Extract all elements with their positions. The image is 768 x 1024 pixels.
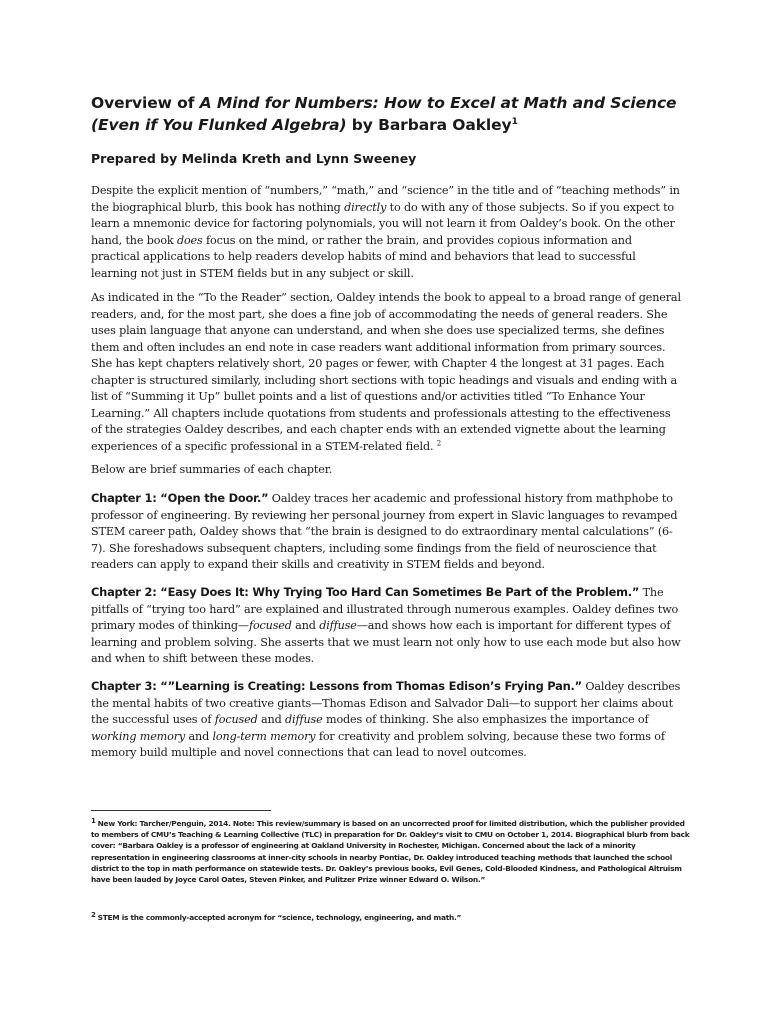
text-run: Oaldey traces her academic and professional history from mathphobe to professor of engineering. By reviewing her personal journey from expert in Slavic languages to revamped STEM career path, Oaldey shows that “the brain is designed to do extraordinary mental calculations” (6-7). She foreshadows subsequent chapters, including some findings from the field of neuroscience that readers can apply to expand their skills and creativity in STEM fields and beyond. (91, 492, 678, 571)
title-author: by Barbara Oakley (346, 116, 512, 134)
footnote-number: 2 (91, 910, 96, 919)
paragraph-intro (91, 183, 681, 282)
text-run-italic: long-term memory (212, 729, 316, 743)
text-run: modes of thinking. She also emphasizes the importance of (322, 713, 649, 726)
text-run-italic: working memory (91, 729, 186, 743)
text-run: and (185, 729, 213, 743)
text-run-italic: directly (344, 200, 387, 214)
title-prefix: Overview of (91, 94, 200, 112)
text-run: As indicated in the “To the Reader” section, Oaldey intends the book to appeal to a broad range of general readers, and, for the most part, she does a fine job of accommodating the needs of general readers. She uses plain language that anyone can understand, and when she does use specialized terms, she defines them and often includes an end note in case readers want additional information from primary sources. She has kept chapters relatively short, 20 pages or fewer, with Chapter 4 the longest at 31 pages. Each chapter is structured similarly, including short sections with topic headings and visuals and ending with a list of “Summing it Up” bullet points and a list of questions and/or activities titled “To Enhance Your Learning.” All chapters include quotations from students and professionals attesting to the effectiveness of the strategies Oaldey describes, and each chapter ends with an extended vignette about the learning experiences of a specific professional in a STEM-related field. (91, 291, 681, 453)
text-run: Despite the explicit mention of “numbers,” “math,” and “science” in the title and of “teaching methods” in the biographical blurb, this book has nothing (91, 184, 680, 214)
chapter-1-summary (91, 490, 681, 574)
book-title: A Mind for Numbers: How to Excel at Math and Science (Even if You Flunked Algebra) (91, 94, 677, 134)
footnote-2 (91, 912, 691, 923)
footnote-text: STEM is the commonly-accepted acronym for “science, technology, engineering, and math.” (97, 913, 462, 922)
text-run: focus on the mind, or rather the brain, and provides copious information and practical applications to help readers develop habits of mind and behaviors that lead to successful learning not just in STEM fields but in any subject or skill. (91, 233, 636, 280)
paragraph-to-the-reader (91, 290, 681, 455)
chapter-2-summary (91, 584, 681, 668)
footnote-1 (91, 818, 691, 885)
text-run: and (257, 713, 286, 726)
text-run-italic: diffuse (285, 713, 323, 726)
footnote-divider (91, 810, 271, 811)
text-run-italic: focused (248, 619, 292, 632)
chapter-3-summary (91, 678, 681, 762)
text-run: to do with any of those subjects. So if you expect to learn a mnemonic device for factoring polynomials, you will not learn it from Oaldey’s book. On the other hand, the book (91, 200, 675, 247)
text-run: —and shows how each is important for different types of learning and problem solving. She asserts that we must learn not only how to use each mode but also how and when to shift between these modes. (91, 619, 681, 665)
text-run: for creativity and problem solving, because these two forms of memory build multiple and novel connections that can lead to novel outcomes. (91, 729, 665, 759)
text-run: The pitfalls of “trying too hard” are explained and illustrated through numerous examples. Oaldey defines two primary modes of thinking— (91, 586, 679, 632)
footnote-ref-2: 2 (436, 438, 442, 447)
footnote-text: New York: Tarcher/Penguin, 2014. Note: This review/summary is based on an uncorrected proof for limited distribution, which the publisher provided to members of CMU’s Teaching & Learning Collective (TLC) in preparation for Dr. Oakley’s visit to CMU on October 1, 2014. Biographical blurb from back cover: “Barbara Oakley is a professor of engineering at Oakland University in Rochester, Michigan. Concerned about the lack of a minority representation in engineering classrooms at inner-city schools in nearby Pontiac, Dr. Oakley introduced teaching methods that launched the school district to the top in math performance on statewide tests. Dr. Oakley’s previous books, Evil Genes, Cold-Blooded Kindness, and Pathological Altruism have been lauded by Joyce Carol Oates, Steven Pinker, and Pulitzer Prize winner Edward O. Wilson.” (91, 819, 690, 885)
prepared-by: Prepared by Melinda Kreth and Lynn Sweeney (91, 151, 417, 166)
text-run-italic: diffuse (319, 619, 357, 632)
document-title (91, 92, 691, 136)
paragraph-summaries-intro: Below are brief summaries of each chapter. (91, 463, 333, 476)
text-run: Oaldey describes the mental habits of two creative giants—Thomas Edison and Salvador Dali—to support her claims about the successful uses of (91, 680, 681, 726)
text-run-italic: focused (214, 713, 258, 726)
chapter-3-heading: Chapter 3: “”Learning is Creating: Lessons from Thomas Edison’s Frying Pan.” (91, 679, 582, 693)
footnote-ref-1: 1 (511, 116, 518, 127)
text-run: and (291, 619, 320, 632)
chapter-2-heading: Chapter 2: “Easy Does It: Why Trying Too Hard Can Sometimes Be Part of the Problem.” (91, 585, 640, 599)
footnote-number: 1 (91, 816, 96, 825)
chapter-1-heading: Chapter 1: “Open the Door.” (91, 491, 269, 505)
text-run-italic: does (176, 233, 203, 247)
